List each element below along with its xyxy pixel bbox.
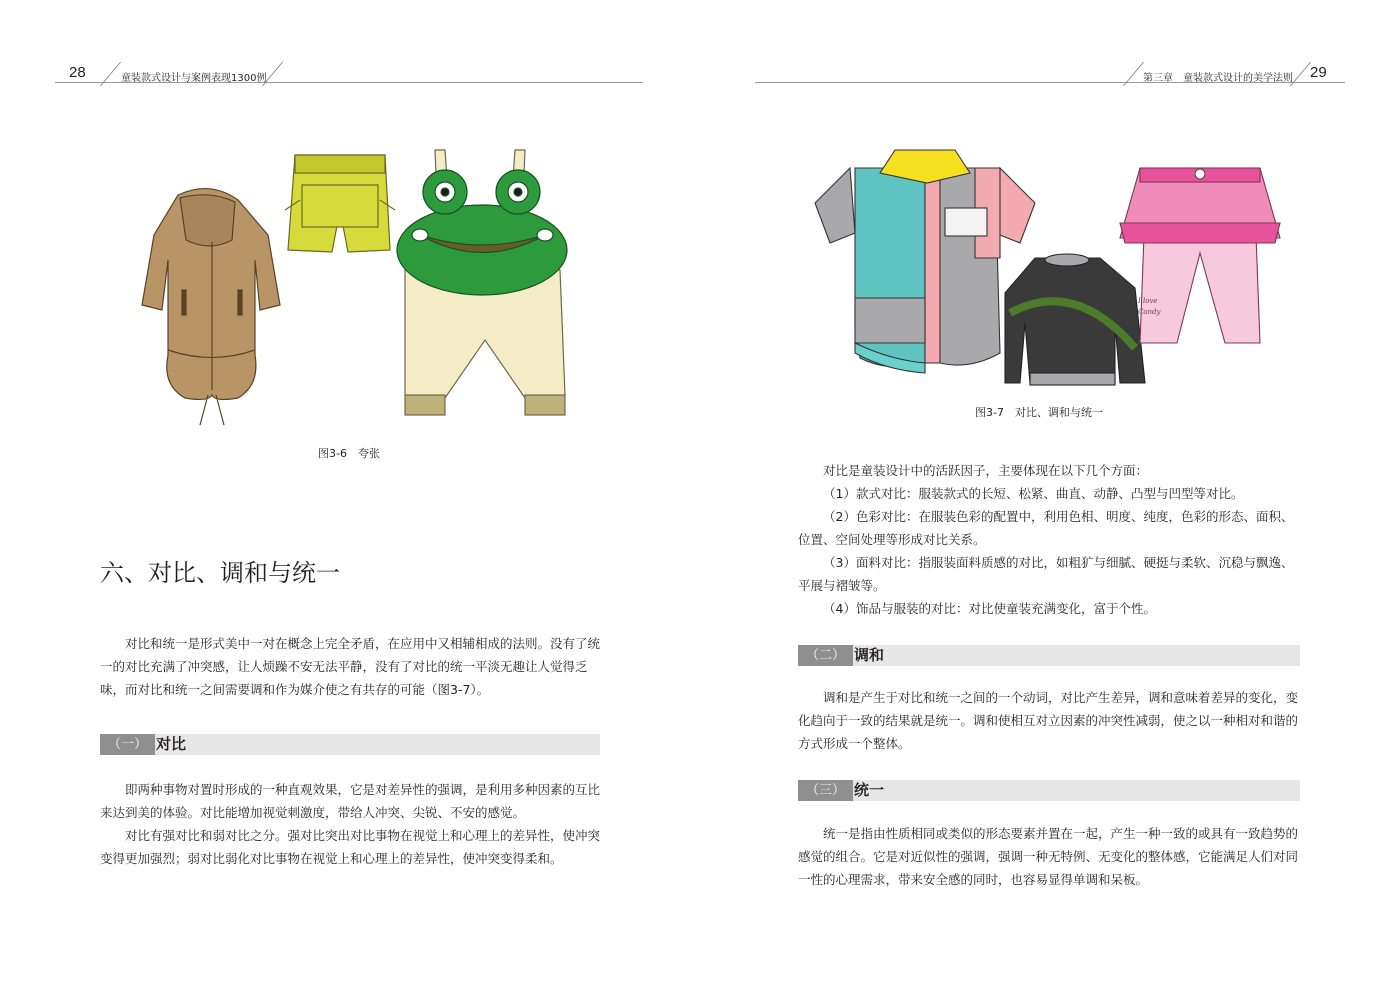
intro-text: 对比和统一是形式美中一对在概念上完全矛盾，在应用中又相辅相成的法则。没有了统一的对比充满了冲突感，让人烦躁不安无法平静，没有了对比的统一平淡无趣让人觉得乏味，而对比和统一之间需要调和作为媒介使之有共存的可能（图3-7）。 <box>100 636 601 697</box>
contrast-aspect-2: （2）色彩对比：在服装色彩的配置中，利用色相、明度、纯度，色彩的形态、面积、位置、空间处理等形成对比关系。 <box>798 509 1294 547</box>
left-page-number: 28 <box>69 64 86 81</box>
subsection-bar-unity <box>798 780 1300 801</box>
subsection-title: 统一 <box>854 781 885 799</box>
lime-shorts <box>285 155 395 252</box>
contrast-paragraph-2: 对比有强对比和弱对比之分。强对比突出对比事物在视觉上和心理上的差异性，使冲突变得更加强烈；弱对比弱化对比事物在视觉上和心理上的差异性，使冲突变得柔和。 <box>100 828 601 866</box>
subsection-bar-harmony <box>798 645 1300 666</box>
subsection-title: 对比 <box>156 735 187 753</box>
right-running-title: 第三章 童装款式设计的美学法则 <box>1143 73 1293 84</box>
contrast-paragraph-1: 即两种事物对置时形成的一种直观效果，它是对差异性的强调，是利用多种因素的互比来达到美的体验。对比能增加视觉刺激度，带给人冲突、尖锐、不安的感觉。 <box>100 782 601 820</box>
harmony-paragraph-1: 调和是产生于对比和统一之间的一个动词，对比产生差异，调和意味着差异的变化，变化趋向于一致的结果就是统一。调和使相互对立因素的冲突性减弱，使之以一种相对和谐的方式形成一个整体。 <box>798 690 1299 751</box>
frog-applique <box>397 170 567 295</box>
candy-print-line-1: I love <box>1138 297 1158 305</box>
candy-print-line-2: Candy <box>1138 308 1161 316</box>
subsection-bar-contrast <box>100 734 600 755</box>
color-block-shirt <box>815 150 1035 373</box>
khaki-hooded-coat <box>142 189 280 425</box>
charcoal-sweater <box>1005 254 1145 385</box>
intro-paragraph <box>100 632 600 701</box>
contrast-aspect-4: （4）饰品与服装的对比：对比使童装充满变化，富于个性。 <box>823 601 1156 616</box>
contrast-aspect-3: （3）面料对比：指服装面料质感的对比，如粗犷与细腻、硬挺与柔软、沉稳与飘逸、平展与褶皱等。 <box>798 555 1294 593</box>
unity-paragraph-1: 统一是指由性质相同或类似的形态要素并置在一起，产生一种一致的或具有一致趋势的感觉的组合。它是对近似性的强调，强调一种无特例、无变化的整体感，它能满足人们对同一性的心理需求，带来安全感的同时，也容易显得单调和呆板。 <box>798 826 1299 887</box>
contrast-aspect-1: （1）款式对比：服装款式的长短、松紧、曲直、动静、凸型与凹型等对比。 <box>823 486 1244 501</box>
harmony-paragraphs <box>798 686 1300 755</box>
unity-paragraphs <box>798 822 1300 891</box>
pink-ruffle-skirt-and-trousers <box>1120 168 1280 343</box>
figure-3-6-caption: 图3-6 夸张 <box>318 447 380 460</box>
contrast-paragraphs <box>100 778 600 870</box>
contrast-aspects-intro: 对比是童装设计中的活跃因子，主要体现在以下几个方面： <box>823 463 1149 478</box>
subsection-number: （一） <box>100 734 155 755</box>
contrast-aspects-list <box>798 459 1300 620</box>
left-running-title: 童装款式设计与案例表现1300例 <box>121 73 267 84</box>
subsection-number: （二） <box>798 645 853 666</box>
figure-3-7-caption: 图3-7 对比、调和与统一 <box>975 406 1103 419</box>
figure-3-6-illustration <box>120 140 600 440</box>
right-page-number: 29 <box>1310 64 1327 81</box>
subsection-number: （三） <box>798 780 853 801</box>
section-heading-contrast-harmony-unity: 六、对比、调和与统一 <box>100 559 340 587</box>
subsection-title: 调和 <box>854 646 885 664</box>
figure-3-7-illustration <box>815 148 1285 398</box>
